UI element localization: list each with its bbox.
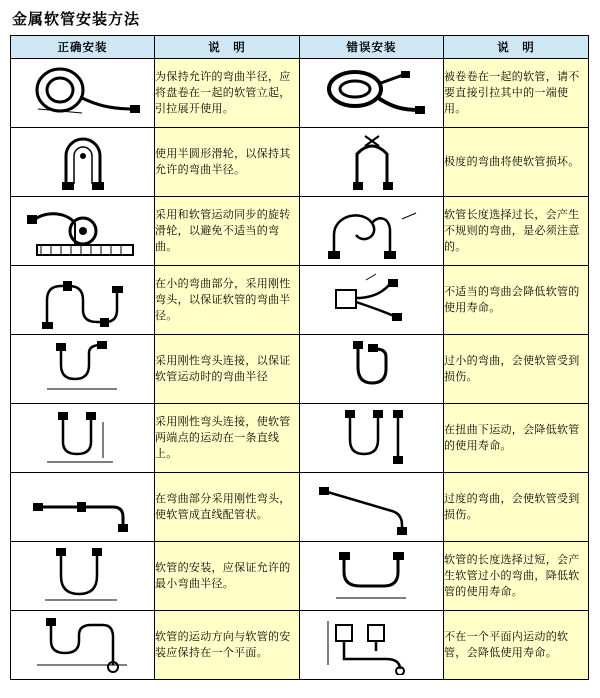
minimum-bend-radius-icon [11,542,155,611]
rigid-bend-small-radius-icon [11,266,155,335]
table-row [11,59,589,128]
note-text: 软管的长度选择过短，会产生软管过小的弯曲，降低软管的使用寿命。 [444,542,589,611]
coiled-hose-pulled-icon [300,59,444,128]
note-text: 采用刚性弯头连接，以保证软管运动时的弯曲半径 [155,335,300,404]
sharp-bend-hose-icon [300,128,444,197]
header-wrong-note: 说 明 [444,36,589,59]
table-row [11,611,589,680]
note-text: 不在一个平面内运动的软管，会降低使用寿命。 [444,611,589,680]
table-row [11,335,589,404]
note-text: 采用刚性弯头连接，使软管两端点的运动在一条直线上。 [155,404,300,473]
page-title: 金属软管安装方法 [12,10,141,28]
note-text: 软管的运动方向与软管的安装应保持在一个平面。 [155,611,300,680]
note-text: 软管长度选择过长，会产生不规则的弯曲，是必须注意的。 [444,197,589,266]
different-plane-motion-icon [300,611,444,680]
note-text: 过小的弯曲，会使软管受到损伤。 [444,335,589,404]
table-row [11,404,589,473]
irregular-long-hose-icon [300,197,444,266]
note-text: 使用半圆形滑轮，以保持其允许的弯曲半径。 [155,128,300,197]
u-shape-rigid-elbow-icon [11,404,155,473]
note-text: 极度的弯曲将使软管损坏。 [444,128,589,197]
synchronized-pulley-icon [11,197,155,266]
too-long-hose-icon [300,542,444,611]
installation-methods-table [10,35,589,680]
note-text: 过度的弯曲，会使软管受到损伤。 [444,473,589,542]
table-row [11,266,589,335]
note-text: 在弯曲部分采用刚性弯头，使软管成直线配管状。 [155,473,300,542]
too-small-bend-icon [300,335,444,404]
note-text: 在小的弯曲部分，采用刚性弯头，以保证软管的弯曲半径。 [155,266,300,335]
note-text: 软管的安装，应保证允许的最小弯曲半径。 [155,542,300,611]
note-text: 在扭曲下运动，会降低软管的使用寿命。 [444,404,589,473]
header-wrong-install: 错误安装 [300,36,444,59]
header-correct-install: 正确安装 [11,36,155,59]
header-correct-note: 说 明 [155,36,300,59]
coiled-hose-standing-icon [11,59,155,128]
table-row [11,197,589,266]
same-plane-motion-icon [11,611,155,680]
straight-pipe-rigid-elbow-icon [11,473,155,542]
note-text: 被卷卷在一起的软管，请不要直接引拉其中的一端使用。 [444,59,589,128]
semicircle-pulley-icon [11,128,155,197]
table-row [11,128,589,197]
note-text: 采用和软管运动同步的旋转滑轮，以避免不适当的弯曲。 [155,197,300,266]
note-text: 不适当的弯曲会降低软管的使用寿命。 [444,266,589,335]
twisting-motion-icon [300,404,444,473]
rigid-elbow-connection-icon [11,335,155,404]
note-text: 为保持允许的弯曲半径，应将盘卷在一起的软管立起，引拉展开使用。 [155,59,300,128]
table-row [11,473,589,542]
improper-bend-icon [300,266,444,335]
table-row [11,542,589,611]
excessive-bend-icon [300,473,444,542]
table-header-row [11,36,589,59]
